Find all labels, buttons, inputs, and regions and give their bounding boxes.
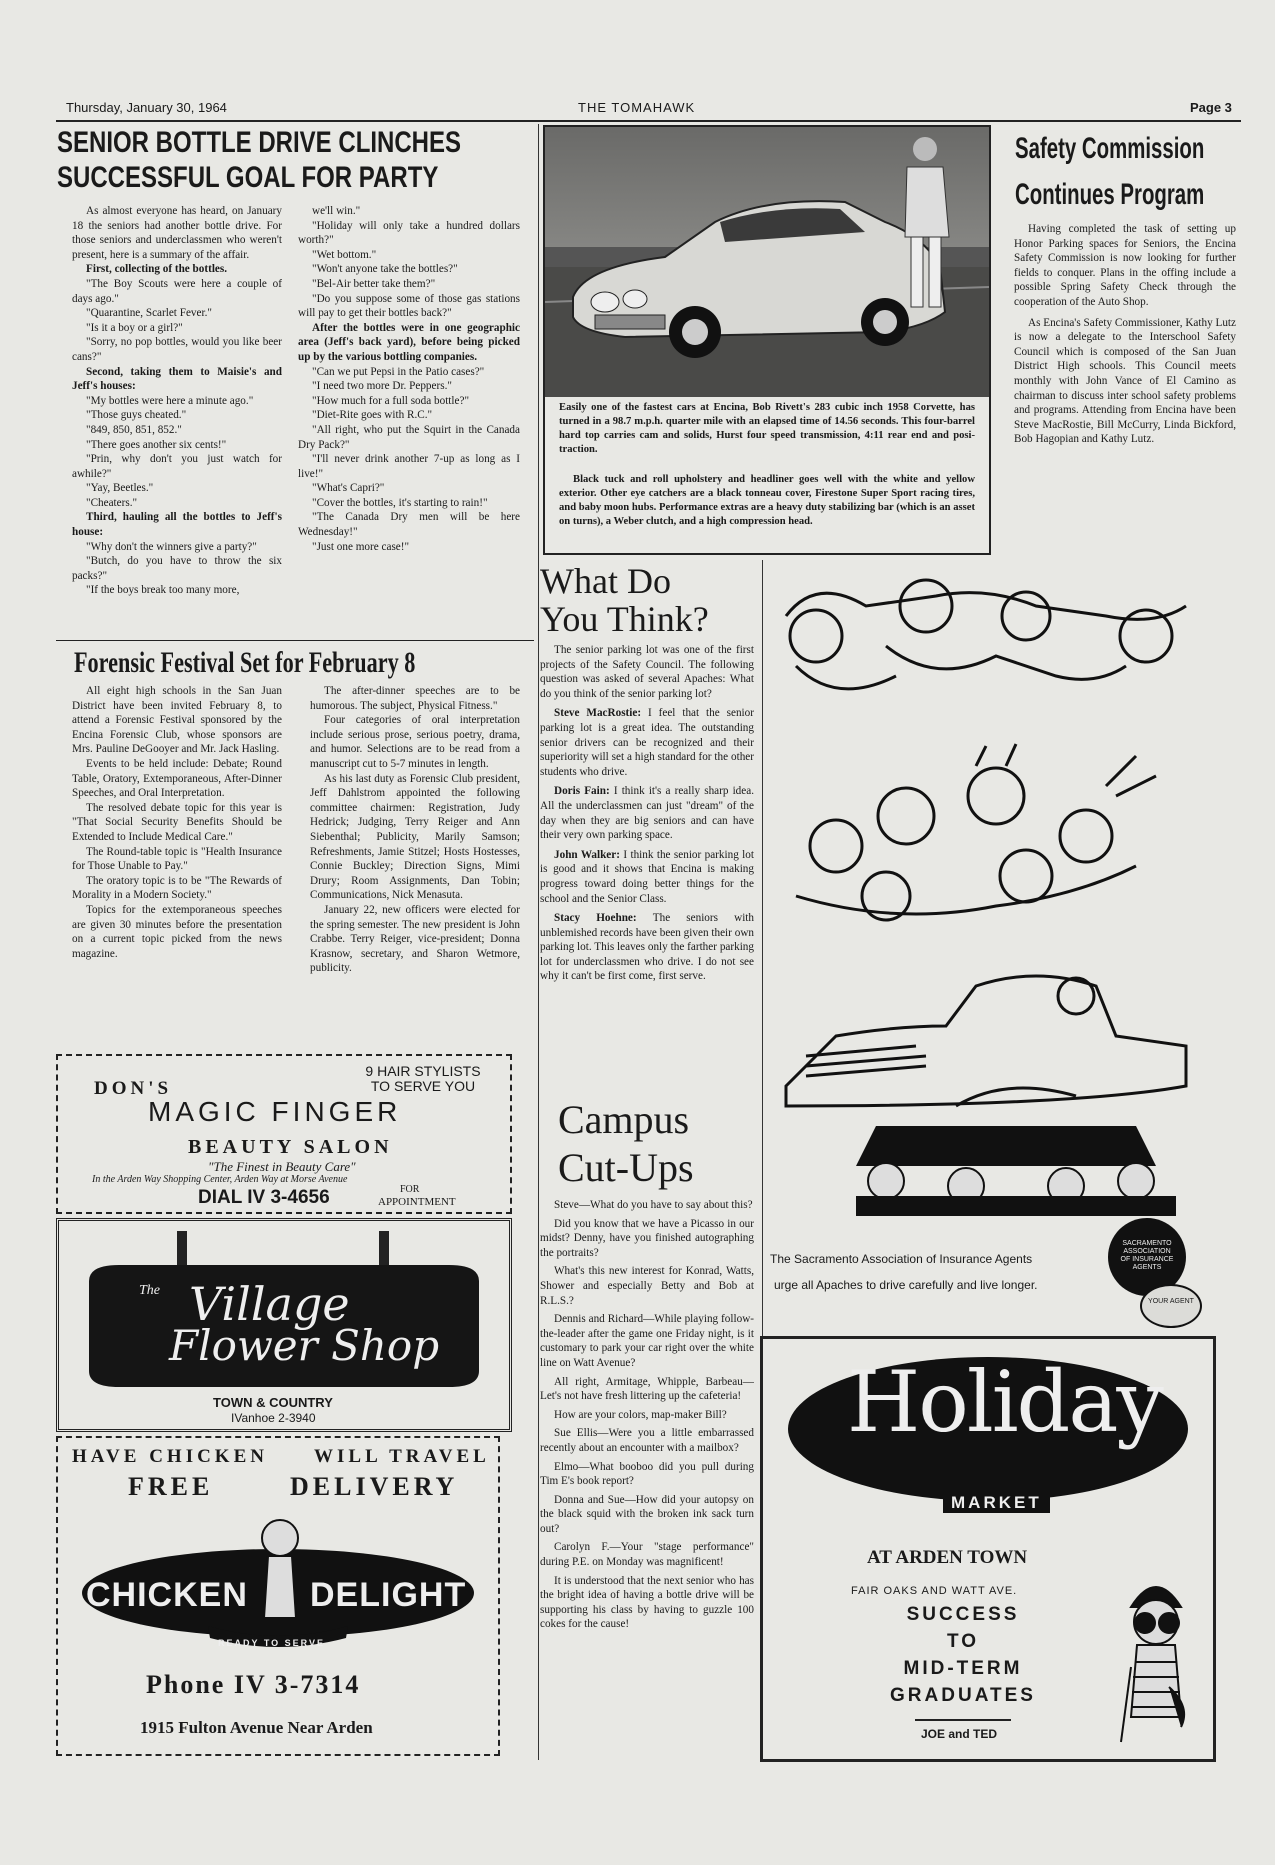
car-photo-frame [543,125,991,555]
campus-item: Sue Ellis—Were you a little embarrassed recently about an encounter with a mailbox? [540,1427,754,1454]
corvette-photo [545,127,989,397]
bottle-paragraph: "Those guys cheated." [86,409,187,422]
bottle-paragraph: "Prin, why don't you just watch for awhile?" [72,453,282,480]
bottle-paragraph: Second, taking them to Maisie's and Jeff's houses: [72,365,282,393]
campus-article [540,1198,754,1764]
holiday-fair-oaks: FAIR OAKS AND WATT AVE. [851,1585,1018,1597]
forensic-paragraph: Four categories of oral interpretation include serious prose, serious poetry, drama, and humor. Selections are to be read from a manuscript cut to 5-7 minutes in length. [310,714,520,770]
village-name-1: Village [189,1277,350,1331]
think-title-1: What Do [540,561,671,601]
bottle-paragraph: "Do you suppose some of those gas stations will pay to get their bottles back?" [298,292,520,320]
campus-item: Elmo—What booboo did you pull during Tim E's book report? [540,1460,754,1488]
bottle-paragraph: "The Boy Scouts were here a couple of days ago." [72,277,282,305]
holiday-market: MARKET [943,1493,1050,1513]
bottle-paragraph: "849, 850, 851, 852." [86,423,182,436]
forensic-paragraph: The Round-table topic is "Health Insurance for Those Unable to Pay." [72,845,282,873]
dons-location: In the Arden Way Shopping Center, Arden Way at Morse Avenue [92,1174,348,1185]
chicken-address: 1915 Fulton Avenue Near Arden [140,1718,373,1737]
bottle-paragraph: "What's Capri?" [312,482,385,495]
bottle-paragraph: "Why don't the winners give a party?" [86,540,257,553]
forensic-column-2 [310,684,520,1046]
holiday-arden: AT ARDEN TOWN [867,1547,1028,1568]
binoculars-figure [1111,1567,1201,1747]
think-title-2: You Think? [540,599,709,639]
campus-item: Carolyn F.—Your "stage performance" during P.E. on Monday was magnificent! [540,1541,754,1569]
bottle-paragraph: "Can we put Pepsi in the Patio cases?" [312,365,485,378]
dons-stylists [358,1064,488,1094]
dons-salon: BEAUTY SALON [188,1136,393,1158]
bottle-column-1 [72,204,282,640]
bottle-paragraph: "Butch, do you have to throw the six packs?" [72,555,282,582]
holiday-ad [760,1336,1216,1762]
bottle-paragraph: "Just one more case!" [312,540,410,553]
think-answer-text: I feel that the senior parking lot is a great idea. The outstanding senior drivers can be recognized and their superiority will set a high standard for the other students who drive. [540,707,754,778]
think-article [540,643,754,1079]
bottle-paragraph: "Wet bottom." [312,248,377,261]
campus-item: How are your colors, map-maker Bill? [554,1408,727,1421]
safety-title-2: Continues Program [1015,178,1205,211]
safety-article [1014,222,1236,447]
bottle-paragraph: "I need two more Dr. Peppers." [312,380,452,393]
forensic-headline: Forensic Festival Set for February 8 [74,646,416,679]
think-answer [540,784,754,842]
chicken-ready: READY TO SERVE [218,1638,326,1648]
bottle-paragraph: "There goes another six cents!" [86,438,227,451]
bottle-column-2 [298,204,520,640]
bottle-paragraph: "Won't anyone take the bottles?" [312,263,458,276]
bottle-paragraph: After the bottles were in one geographic area (Jeff's back yard), before being picked up by the various bottling companies. [298,321,520,363]
bottle-paragraph: "Cover the bottles, it's starting to rain!" [312,496,488,509]
think-answer-name: Steve MacRostie: [554,707,648,720]
forensic-paragraph: As his last duty as Forensic Club president, Jeff Dahlstrom appointed the following committee chairmen: Registration, Judy Hedrick; Judging, Terry Reiger and Ann Siebenthal; Publicity, Marily Samson; Refreshments, Jamie Stitzel; Hosts Hostesses, Connie Buckley; Direction Signs, Mimi Drury; Room Assignments, Dan Tobin; Communications, Nick Menasuta. [310,772,520,902]
campus-item: Donna and Sue—How did your autopsy on the black squid with the broken ink sack turn out? [540,1493,754,1535]
dons-appointment: APPOINTMENT [378,1196,456,1208]
bottle-paragraph: "Bel-Air better take them?" [312,277,436,290]
chicken-have: HAVE CHICKEN [72,1446,268,1467]
forensic-paragraph: The oratory topic is to be "The Rewards of Morality in a Modern Society." [72,874,282,902]
safety-paragraph-2: As Encina's Safety Commissioner, Kathy Lutz is now a delegate to the Interschool Safety Council which is composed of the San Juan District High schools. This Council meets monthly with John Vance of El Camino as chairman to discuss inter school safety problems and programs. Attending from Encina have been Steve MacRostie, Bill McCurry, Linda Bickford, Bob Hagopian and Kathy Lutz. [1014,316,1236,446]
safety-title-1: Safety Commission [1015,132,1205,165]
bottle-paragraph: "I'll never drink another 7-up as long as I live!" [298,453,520,480]
campus-item: Did you know that we have a Picasso in our midst? Denny, have you finished autographing the portraits? [540,1217,754,1259]
bottle-paragraph: we'll win." [312,205,361,217]
dons-magic: MAGIC FINGER [148,1096,402,1127]
bottle-paragraph: "My bottles were here a minute ago." [86,394,254,407]
bottle-paragraph: First, collecting of the bottles. [86,263,228,276]
holiday-sig-rule [915,1719,1011,1721]
chicken-brand-1: CHICKEN [86,1576,248,1614]
dons-for: FOR [400,1184,420,1195]
agent-badge-text: YOUR AGENT [1148,1298,1194,1305]
forensic-paragraph: Events to be held include: Debate; Round Table, Oratory, Extemporaneous, After-Dinner Speeches, and Oral Interpretation. [72,757,282,800]
bottle-paragraph: "Is it a boy or a girl?" [86,321,183,334]
bottle-paragraph: "Cheaters." [86,496,138,509]
holiday-message-line-4: GRADUATES [890,1685,1036,1706]
safety-paragraph-1: Having completed the task of setting up Honor Parking spaces for Seniors, the Encina Safety Commission is now looking for further fields to conquer. Plans in the offing include a possible Spring Safety Check through the cooperation of the Auto Shop. [1014,223,1236,308]
village-tc: TOWN & COUNTRY [213,1395,333,1410]
holiday-message-line-1: SUCCESS [906,1604,1020,1625]
dons-name: DON'S [94,1078,173,1099]
forensic-paragraph: All eight high schools in the San Juan District have been invited February 8, to attend a Forensic Festival sponsored by the Encina Forensic Club, whose sponsors are Mrs. Pauline DeGooyer and Mr. Jack Hasling. [72,685,282,756]
holiday-signature: JOE and TED [921,1727,998,1741]
think-answer [540,911,754,984]
bottle-paragraph: "Diet-Rite goes with R.C." [312,409,433,422]
bottle-paragraph: "If the boys break too many more, [86,584,240,597]
campus-item: What's this new interest for Konrad, Watts, Shower and especially Betty and Bob at R.L.S.? [540,1265,754,1307]
insurance-cartoon [776,566,1196,1216]
bottle-headline-1: SENIOR BOTTLE DRIVE CLINCHES [57,126,462,159]
dons-slogan: "The Finest in Beauty Care" [208,1159,356,1174]
chicken-delivery: DELIVERY [290,1472,459,1501]
forensic-paragraph: January 22, new officers were elected for the spring semester. The new president is John Crabbe. Terry Reiger, vice-president; Donna Krasnow, secretary, and Sharon Wetmore, publicity. [310,903,520,975]
campus-item: Dennis and Richard—While playing follow-the-leader after the game one Friday night, is it customary to park your car right over the white line on Watt Avenue? [540,1313,754,1369]
think-intro: The senior parking lot was one of the first projects of the Safety Council. The following question was asked of several Apaches: What do you think of the senior parking lot? [540,644,754,700]
think-answer-name: Doris Fain: [554,785,614,798]
think-answer-name: Stacy Hoehne: [554,912,653,925]
chicken-phone: Phone IV 3-7314 [146,1670,361,1699]
issue-date: Thursday, January 30, 1964 [66,100,227,115]
think-answer-text: I think the senior parking lot is good and it shows that Encina is making progress toward doing better things for the school and the Senior Class. [540,848,754,905]
dons-stylists-line1: 9 HAIR STYLISTS [365,1063,481,1079]
forensic-paragraph: The after-dinner speeches are to be humorous. The subject, Physical Fitness." [310,685,520,712]
column-divider [538,124,539,1760]
forensic-paragraph: The resolved debate topic for this year is "That Social Security Benefits Should be Extended to Include Medical Care." [72,801,282,843]
village-the: The [139,1283,160,1298]
agent-badge [1140,1284,1202,1328]
campus-item: It is understood that the next senior who has the bright idea of having a bottle drive will be supporting his class by having to guzzle 100 cokes for the cause! [540,1574,754,1631]
think-answer-text: The seniors with unblemished records have been given their own parking lot. This leaves only the farther parking lot for underclassmen who drive. I do not see why it can't be first come, first serve. [540,912,754,983]
chicken-ad [56,1436,500,1756]
village-phone: IVanhoe 2-3940 [231,1411,316,1425]
insurance-line-1: The Sacramento Association of Insurance Agents [770,1252,1033,1266]
campus-title-1: Campus [558,1097,690,1142]
bottle-paragraph: "The Canada Dry men will be here Wednesday!" [298,511,520,539]
forensic-column-1 [72,684,282,1046]
insurance-line-2: urge all Apaches to drive carefully and live longer. [774,1278,1038,1292]
bottle-paragraph: Third, hauling all the bottles to Jeff's house: [72,511,282,539]
chicken-free: FREE [128,1472,214,1501]
village-name-2: Flower Shop [169,1321,440,1370]
page-number: Page 3 [1190,100,1232,115]
campus-title-2: Cut-Ups [558,1145,694,1190]
bottle-paragraph: "Sorry, no pop bottles, would you like beer cans?" [72,336,282,363]
car-caption-1: Easily one of the fastest cars at Encina, Bob Rivett's 283 cubic inch 1958 Corvette, has turned in a 98.7 m.p.h. quarter mile with an elapsed time of 14.56 seconds. This four-barrel hard top carries cam and solids, Hurst four speed transmission, 4:11 rear end and posi-traction. [559,402,975,455]
insurance-seal-text: SACRAMENTO ASSOCIATION OF INSURANCE AGENTS [1120,1240,1174,1271]
chicken-travel: WILL TRAVEL [314,1446,490,1467]
dons-ad [56,1054,512,1214]
holiday-message [863,1601,1063,1709]
bottle-paragraph: "All right, who put the Squirt in the Canada Dry Pack?" [298,423,520,451]
paper-name: THE TOMAHAWK [578,100,696,115]
think-answer [540,706,754,779]
holiday-message-line-3: MID-TERM [903,1658,1023,1679]
chicken-brand-2: DELIGHT [310,1576,467,1614]
dons-stylists-line2: TO SERVE YOU [370,1078,476,1094]
bottle-paragraph: "Yay, Beetles." [86,482,154,495]
bottle-paragraph: "How much for a full soda bottle?" [312,394,470,407]
think-answer-text: I think it's a really sharp idea. All the underclassmen can just "dream" of the day when they are big seniors and can have their very own parking space. [540,785,754,842]
bottle-paragraph: "Quarantine, Scarlet Fever." [86,307,212,320]
dons-dial: DIAL IV 3-4656 [198,1187,330,1208]
campus-item: All right, Armitage, Whipple, Barbeau—Let's not have fresh littering up the cafeteria! [540,1375,754,1403]
holiday-message-line-2: TO [946,1631,980,1652]
bottle-paragraph: As almost everyone has heard, on January 18 the seniors had another bottle drive. For those seniors and underclassmen who weren't present, here is a summary of the affair. [72,205,282,261]
forensic-rule [56,640,534,641]
holiday-name: Holiday [847,1353,1162,1451]
think-answer [540,848,754,906]
village-ad [56,1218,512,1432]
bottle-headline-2: SUCCESSFUL GOAL FOR PARTY [57,161,439,194]
car-caption-2: Black tuck and roll upholstery and headliner goes well with the white and yellow exterior. Other eye catchers are a black tonneau cover, Firestone Super Sport racing tires, and baby moon hubs. Performance extras are a heavy duty stabilizing bar (which is an asset on turns), a Weber clutch, and a high compression head. [559,474,975,527]
forensic-paragraph: Topics for the extemporaneous speeches are given 30 minutes before the presentation on a current topic picked from the news magazine. [72,903,282,960]
think-answer-name: John Walker: [554,848,624,861]
campus-item: Steve—What do you have to say about this? [554,1199,753,1211]
bottle-paragraph: "Holiday will only take a hundred dollars worth?" [298,219,520,247]
header-rule [56,120,1241,122]
